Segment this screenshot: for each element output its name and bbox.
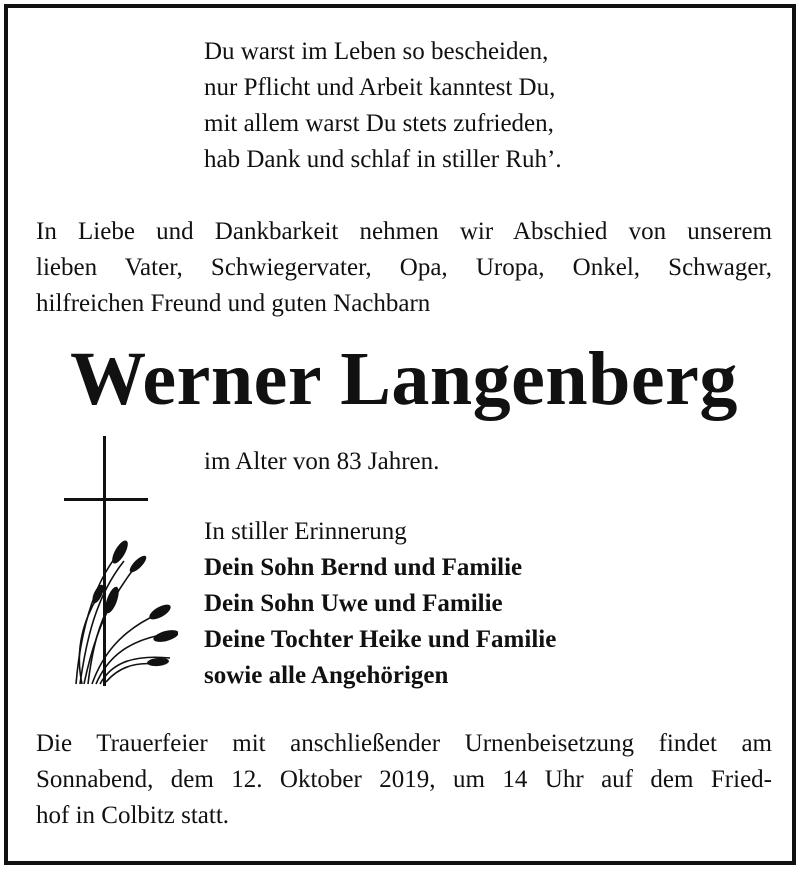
farewell-intro — [36, 214, 772, 322]
intro-line: hilfreichen Freund und guten Nachbarn — [36, 290, 431, 317]
intro-line: lieben Vater, Schwiegervater, Opa, Uropa, Onkel, Schwager, — [36, 254, 772, 281]
obituary-notice — [4, 4, 796, 865]
mourner-entry: Dein Sohn Uwe und Familie — [204, 590, 503, 617]
age-line: im Alter von 83 Jahren. — [204, 448, 440, 475]
poem-line: hab Dank und schlaf in stiller Ruh’. — [204, 146, 562, 173]
memorial-poem — [204, 34, 764, 178]
poem-line: nur Pflicht und Arbeit kanntest Du, — [204, 74, 556, 101]
mourners-block — [204, 514, 556, 694]
poem-line: Du warst im Leben so bescheiden, — [204, 38, 549, 65]
funeral-line: Die Trauerfeier mit anschließender Urnenbeisetzung findet am — [36, 730, 772, 757]
poem-line: mit allem warst Du stets zufrieden, — [204, 110, 554, 137]
mourner-entry: Dein Sohn Bernd und Familie — [204, 554, 523, 581]
funeral-line: Sonnabend, dem 12. Oktober 2019, um 14 Uhr auf dem Fried- — [36, 766, 772, 793]
funeral-details — [36, 726, 772, 834]
mourner-entry: sowie alle Angehörigen — [204, 662, 449, 689]
cross-with-wheat-icon — [62, 436, 178, 686]
deceased-name: Werner Langenberg — [70, 337, 738, 421]
mourner-entry: Deine Tochter Heike und Familie — [204, 626, 557, 653]
funeral-line: hof in Colbitz statt. — [36, 802, 230, 829]
intro-line: In Liebe und Dankbarkeit nehmen wir Abschied von unserem — [36, 218, 772, 245]
remembrance-label: In stiller Erinnerung — [204, 518, 407, 545]
